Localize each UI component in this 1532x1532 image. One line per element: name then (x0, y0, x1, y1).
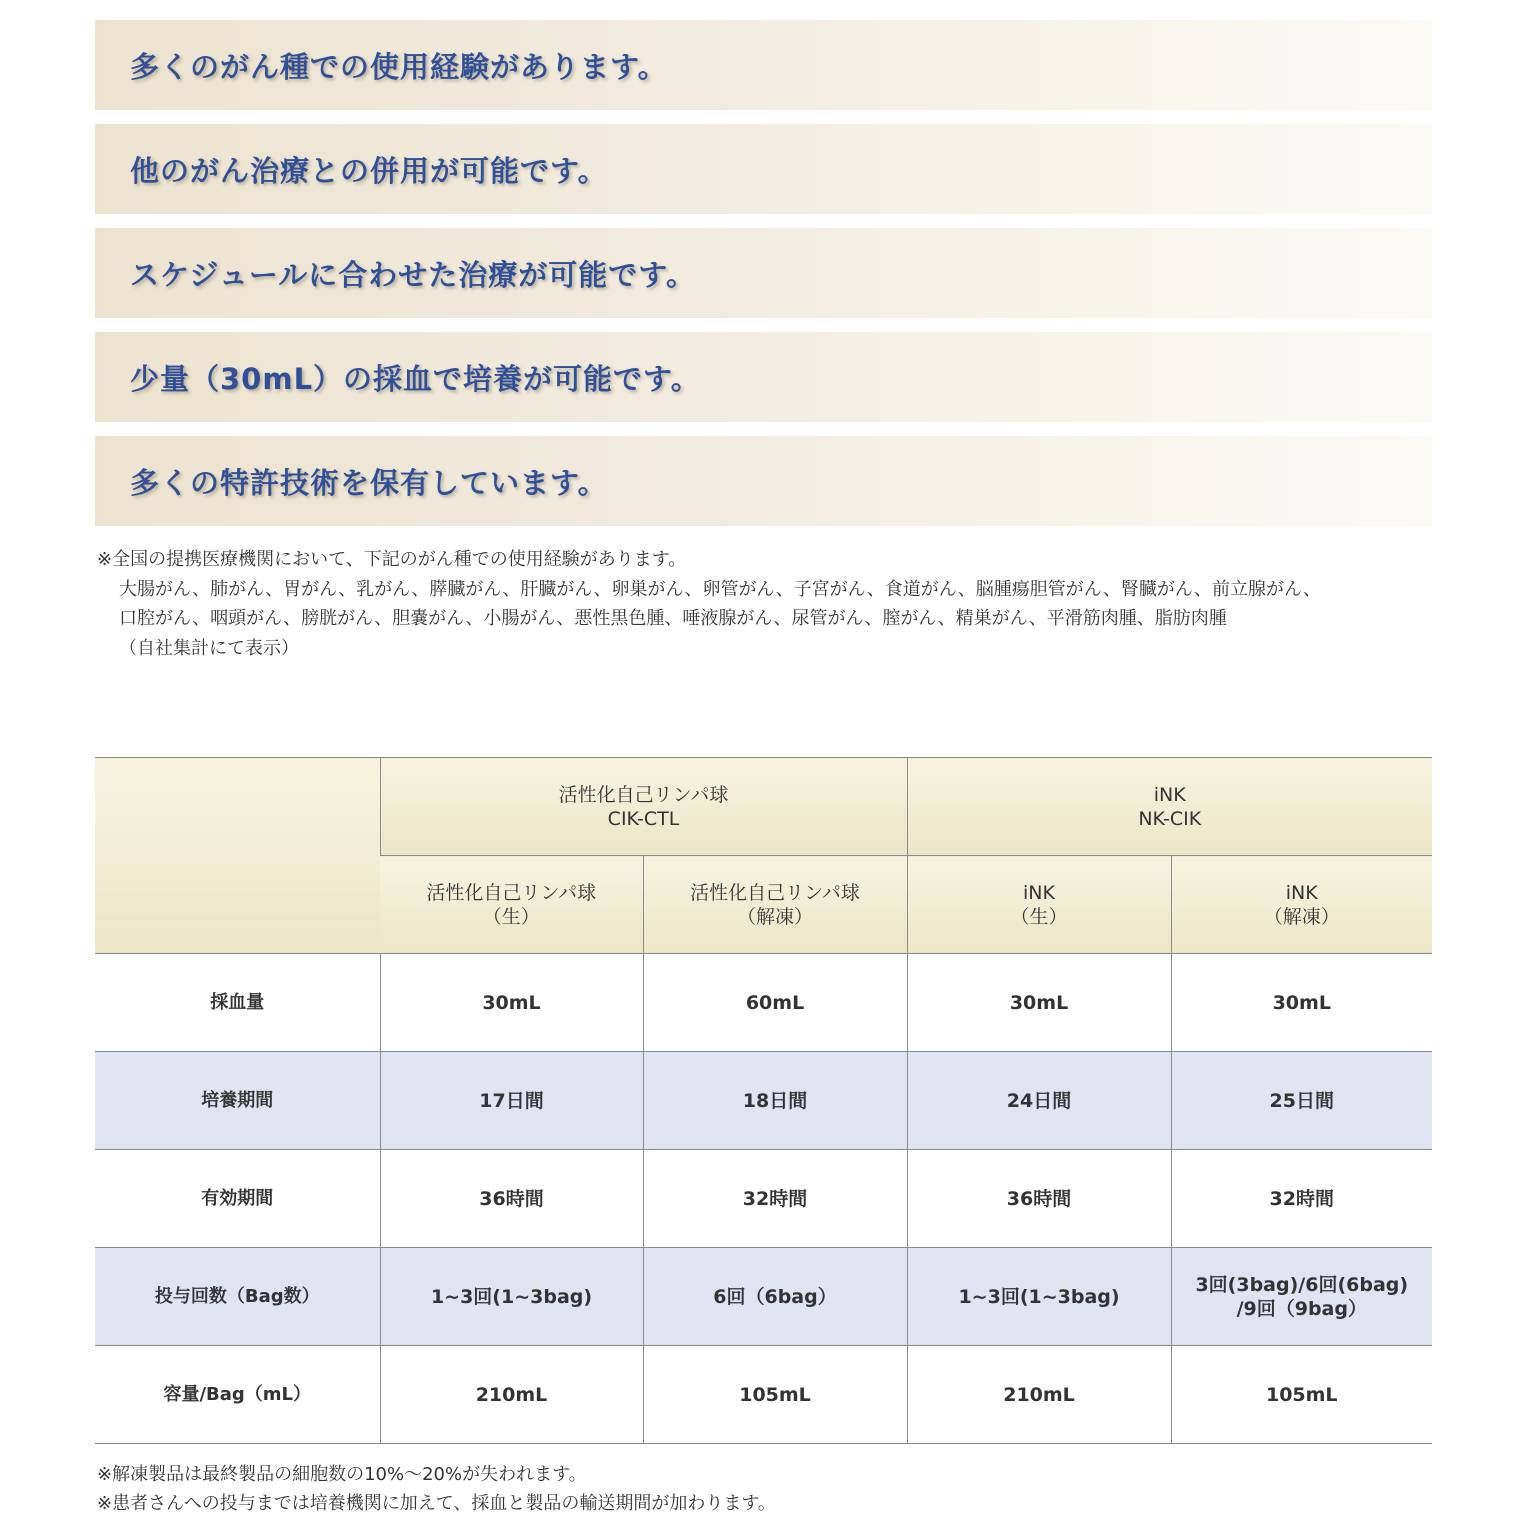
table-header-row (95, 758, 1432, 856)
table-cell: 32時間 (643, 1150, 907, 1248)
feature-list (95, 20, 1432, 540)
column-header (643, 856, 907, 954)
table-cell: 6回（6bag） (643, 1248, 907, 1346)
table-cell: 60mL (643, 954, 907, 1052)
footnote: ※患者さんへの投与までは培養機関に加えて、採血と製品の輸送期間が加わります。 (97, 1493, 776, 1514)
note-cancer-list-2: 口腔がん、咽頭がん、膀胱がん、胆嚢がん、小腸がん、悪性黒色腫、唾液腺がん、尿管がん、膣がん、精巣がん、平滑筋肉腫、脂肪肉腫 (119, 608, 1227, 629)
table-cell: 210mL (380, 1346, 643, 1444)
feature-banner (95, 332, 1432, 422)
note-intro: ※全国の提携医療機関において、下記のがん種での使用経験があります。 (97, 549, 687, 570)
table-cell-line: /9回（9bag） (1236, 1297, 1367, 1320)
column-header (380, 856, 643, 954)
table-cell (1171, 1248, 1432, 1346)
footnote: ※解凍製品は最終製品の細胞数の10%～20%が失われます。 (97, 1464, 587, 1485)
feature-banner (95, 20, 1432, 110)
group-header-line: 活性化自己リンパ球 (558, 783, 729, 806)
table-row (95, 1052, 1432, 1150)
column-header-line: 活性化自己リンパ球 (690, 881, 860, 904)
table-cell: 18日間 (643, 1052, 907, 1150)
group-header-cik-ctl (380, 758, 907, 856)
note-source: （自社集計にて表示） (119, 637, 299, 659)
table-cell: 105mL (643, 1346, 907, 1444)
column-header-line: （解凍） (1263, 905, 1340, 928)
table-cell: 32時間 (1171, 1150, 1432, 1248)
table-row (95, 954, 1432, 1052)
feature-banner (95, 228, 1432, 318)
column-header (907, 856, 1171, 954)
feature-banner (95, 124, 1432, 214)
table-row (95, 1248, 1432, 1346)
group-header-line: NK-CIK (1138, 807, 1202, 830)
feature-text: 多くの特許技術を保有しています。 (130, 465, 608, 500)
group-header-line: iNK (1153, 783, 1186, 806)
table-corner-cell (95, 758, 380, 954)
column-header-line: iNK (1023, 881, 1055, 904)
feature-banner (95, 436, 1432, 526)
group-header-line: CIK-CTL (607, 807, 680, 830)
table-row (95, 1346, 1432, 1444)
table-cell: 30mL (907, 954, 1171, 1052)
table-cell: 30mL (380, 954, 643, 1052)
comparison-table (95, 757, 1432, 1444)
cancer-types-note (97, 545, 1427, 663)
table-cell: 17日間 (380, 1052, 643, 1150)
table-cell-line: 3回(3bag)/6回(6bag) (1195, 1273, 1409, 1296)
column-header-line: （生） (1010, 905, 1068, 928)
column-header (1171, 856, 1432, 954)
table-cell: 210mL (907, 1346, 1171, 1444)
table-cell: 25日間 (1171, 1052, 1432, 1150)
row-label: 投与回数（Bag数） (95, 1248, 380, 1346)
column-header-line: （生） (482, 905, 540, 928)
row-label: 培養期間 (95, 1052, 380, 1150)
feature-text: 多くのがん種での使用経験があります。 (130, 49, 668, 84)
column-header-line: （解凍） (737, 905, 814, 928)
feature-text: スケジュールに合わせた治療が可能です。 (130, 257, 696, 292)
note-cancer-list-1: 大腸がん、肺がん、胃がん、乳がん、膵臓がん、肝臓がん、卵巣がん、卵管がん、子宮がん、食道がん、脳腫瘍胆管がん、腎臓がん、前立腺がん、 (119, 578, 1322, 600)
row-label: 有効期間 (95, 1150, 380, 1248)
feature-text: 少量（30mL）の採血で培養が可能です。 (130, 361, 701, 396)
footnotes (97, 1460, 1427, 1518)
feature-text: 他のがん治療との併用が可能です。 (130, 153, 608, 188)
table-cell: 1~3回(1~3bag) (907, 1248, 1171, 1346)
table-cell: 30mL (1171, 954, 1432, 1052)
table-cell: 1~3回(1~3bag) (380, 1248, 643, 1346)
row-label: 採血量 (95, 954, 380, 1052)
column-header-line: iNK (1285, 881, 1318, 904)
table-cell: 105mL (1171, 1346, 1432, 1444)
table-cell: 36時間 (380, 1150, 643, 1248)
group-header-ink (907, 758, 1432, 856)
table-row (95, 1150, 1432, 1248)
column-header-line: 活性化自己リンパ球 (426, 881, 597, 904)
table-cell: 36時間 (907, 1150, 1171, 1248)
row-label: 容量/Bag（mL） (95, 1346, 380, 1444)
table-cell: 24日間 (907, 1052, 1171, 1150)
